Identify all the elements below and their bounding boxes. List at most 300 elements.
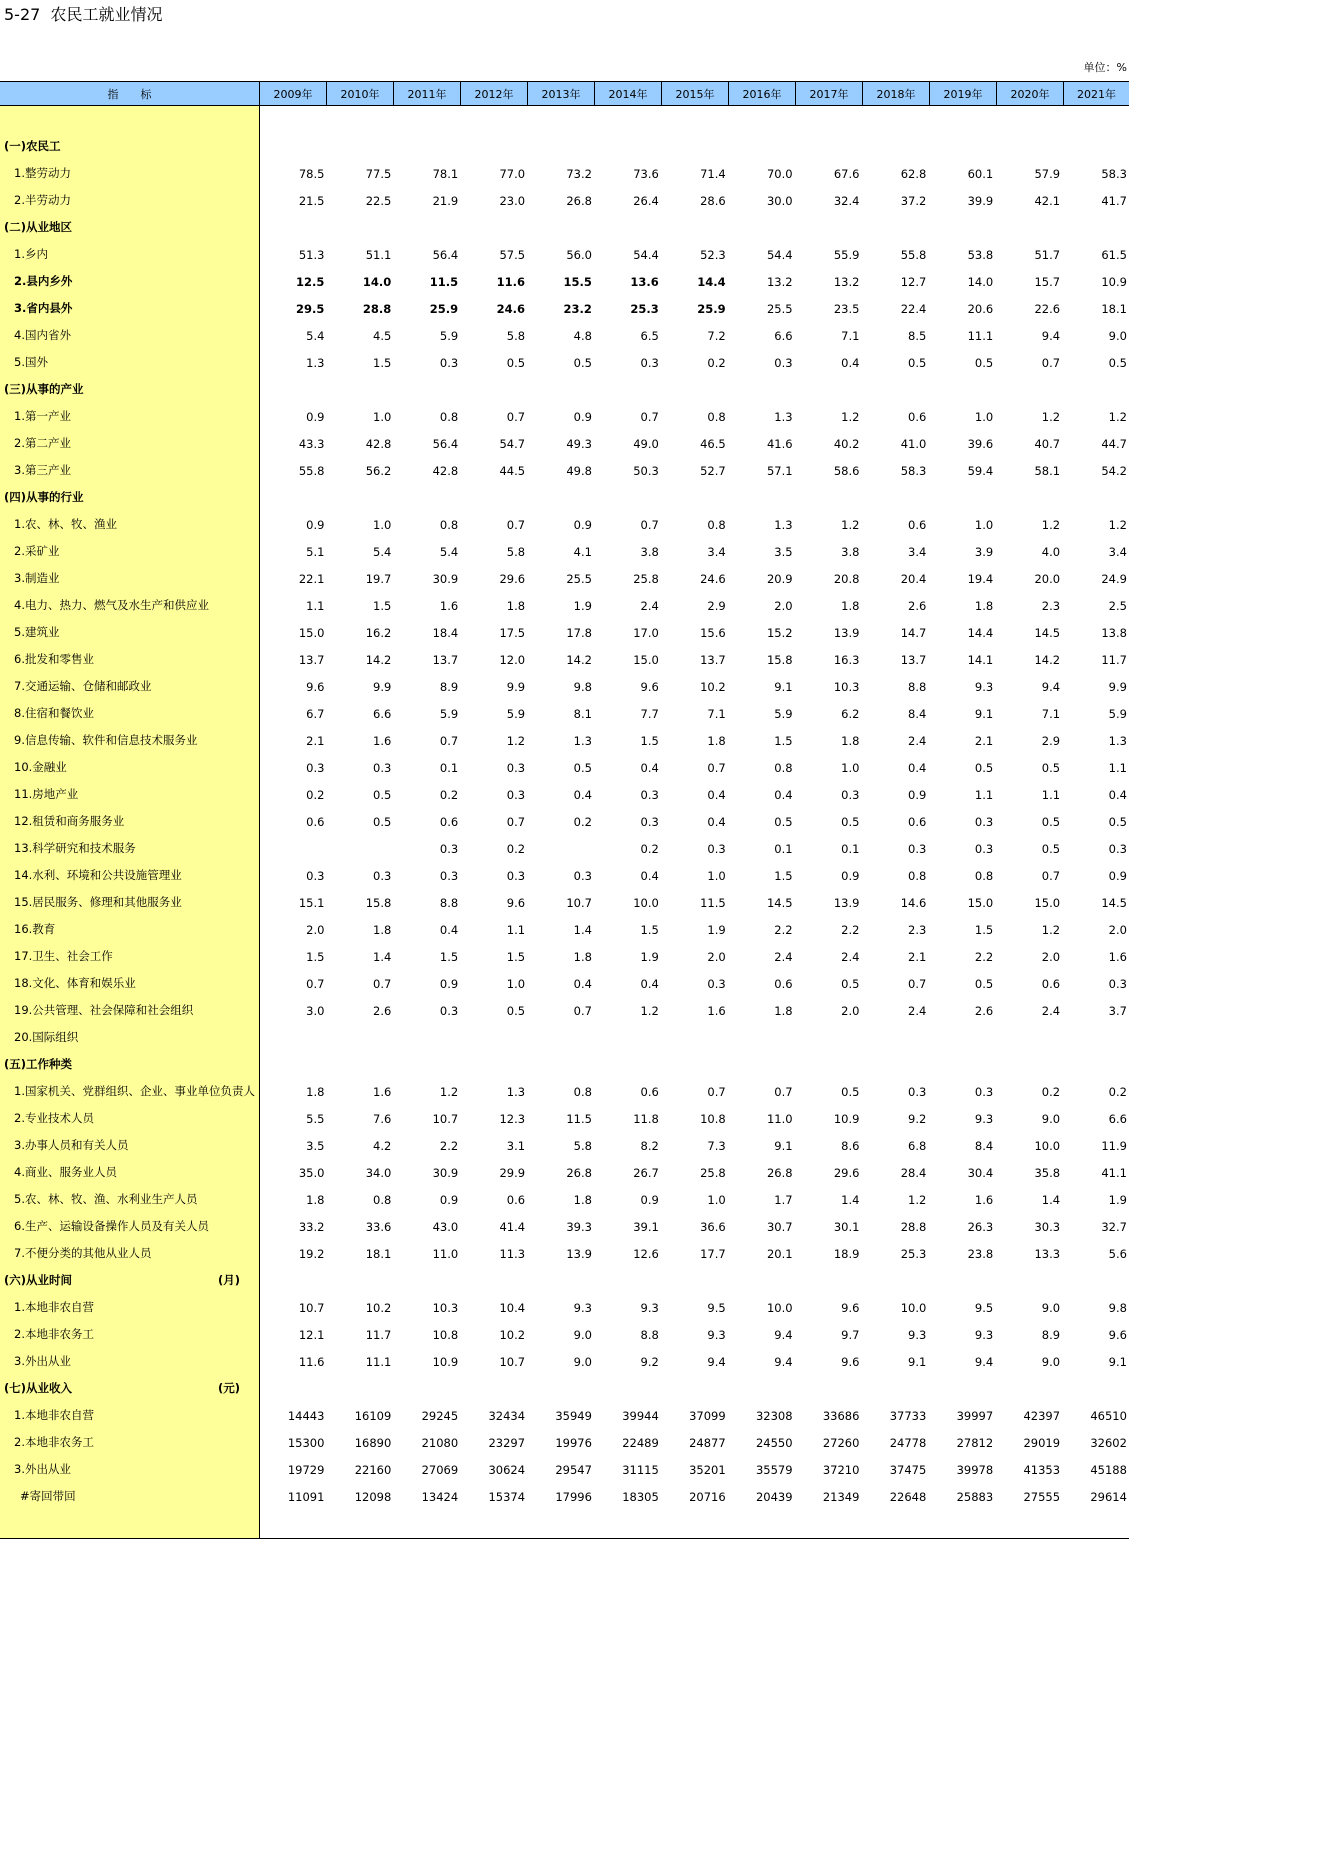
value-cell: 42.8 <box>432 463 459 478</box>
value-cell: 0.9 <box>306 517 325 532</box>
value-cell: 6.6 <box>774 328 793 343</box>
header-year: 2021年 <box>1077 87 1116 101</box>
table-row <box>0 1024 1129 1051</box>
value-cell: 32308 <box>755 1408 793 1423</box>
row-label <box>0 295 260 322</box>
value-cell: 11.6 <box>496 274 526 289</box>
value-cell: 0.9 <box>573 517 592 532</box>
value-cell: 33.2 <box>298 1219 325 1234</box>
row-label-text: 1.整劳动力 <box>14 166 71 180</box>
value-cell: 1.0 <box>841 760 860 775</box>
value-cell: 24778 <box>889 1435 927 1450</box>
value-cell: 52.7 <box>700 463 726 478</box>
value-cell: 12.1 <box>298 1327 325 1342</box>
value-cell: 3.4 <box>1108 544 1127 559</box>
value-cell: 1.8 <box>841 598 860 613</box>
value-cell: 32602 <box>1090 1435 1127 1450</box>
value-cell: 11.1 <box>365 1354 392 1369</box>
value-cell: 9.6 <box>640 679 659 694</box>
row-label <box>0 673 260 700</box>
row-label-text: 3.外出从业 <box>14 1354 71 1368</box>
value-cell: 9.4 <box>774 1354 793 1369</box>
row-label-text: 1.乡内 <box>14 247 48 261</box>
value-cell: 0.5 <box>1108 355 1127 370</box>
value-cell: 1.1 <box>974 787 994 802</box>
table-row <box>0 187 1129 214</box>
value-cell: 35.8 <box>1034 1165 1061 1180</box>
value-cell: 26.7 <box>633 1165 659 1180</box>
table-row <box>0 322 1129 349</box>
value-cell: 18.4 <box>432 625 459 640</box>
row-label-text: (七)从业收入 <box>4 1381 73 1395</box>
value-cell: 11.8 <box>633 1111 659 1126</box>
value-cell: 15.0 <box>967 895 994 910</box>
row-label <box>0 1159 260 1186</box>
table-row <box>0 1078 1129 1105</box>
row-label <box>0 1078 260 1105</box>
value-cell: 29245 <box>421 1408 459 1423</box>
row-label <box>0 565 260 592</box>
value-cell: 20.4 <box>900 571 927 586</box>
page-title: 5-27 农民工就业情况 <box>4 5 163 24</box>
row-label-text: 2.本地非农务工 <box>14 1327 94 1341</box>
value-cell: 15.7 <box>1034 274 1061 289</box>
value-cell: 20.6 <box>967 301 994 316</box>
value-cell: 2.1 <box>908 949 927 964</box>
value-cell: 1.5 <box>373 355 392 370</box>
value-cell: 55.9 <box>833 247 860 262</box>
value-cell: 14.2 <box>566 652 592 667</box>
value-cell: 1.5 <box>774 733 793 748</box>
value-cell: 1.9 <box>640 949 659 964</box>
table-row <box>0 430 1129 457</box>
value-cell: 31115 <box>622 1462 659 1477</box>
value-cell: 1.5 <box>373 598 392 613</box>
value-cell: 0.2 <box>1108 1084 1127 1099</box>
value-cell: 11.5 <box>429 274 459 289</box>
value-cell: 34.0 <box>365 1165 392 1180</box>
value-cell: 9.1 <box>974 706 994 721</box>
value-cell: 8.5 <box>908 328 927 343</box>
value-cell: 5.5 <box>306 1111 325 1126</box>
row-label-text: 5.农、林、牧、渔、水利业生产人员 <box>14 1192 198 1206</box>
value-cell: 5.9 <box>506 706 526 721</box>
value-cell: 23.0 <box>499 193 526 208</box>
value-cell: 44.7 <box>1101 436 1127 451</box>
value-cell: 0.3 <box>373 760 392 775</box>
value-cell: 0.8 <box>439 517 459 532</box>
row-label <box>0 1024 260 1051</box>
value-cell: 2.6 <box>908 598 927 613</box>
value-cell: 50.3 <box>633 463 659 478</box>
value-cell: 0.5 <box>573 760 592 775</box>
section-label <box>0 133 260 160</box>
value-cell: 0.9 <box>306 409 325 424</box>
value-cell: 37210 <box>822 1462 860 1477</box>
value-cell: 6.6 <box>373 706 392 721</box>
value-cell: 9.2 <box>640 1354 659 1369</box>
value-cell: 11.5 <box>700 895 726 910</box>
value-cell: 5.9 <box>1108 706 1127 721</box>
value-cell: 0.5 <box>974 976 994 991</box>
row-label-text: 1.农、林、牧、渔业 <box>14 517 117 531</box>
table-row <box>0 1186 1129 1213</box>
value-cell: 7.3 <box>707 1138 726 1153</box>
value-cell: 9.6 <box>1108 1327 1127 1342</box>
value-cell: 0.3 <box>640 787 659 802</box>
value-cell: 18.1 <box>365 1246 392 1261</box>
row-label-text: 7.不便分类的其他从业人员 <box>14 1246 152 1260</box>
value-cell: 49.3 <box>566 436 592 451</box>
value-cell: 25.8 <box>633 571 659 586</box>
header-year: 2012年 <box>461 82 528 105</box>
value-cell: 16890 <box>354 1435 392 1450</box>
table-row <box>0 754 1129 781</box>
table-row <box>0 1348 1129 1375</box>
value-cell: 9.9 <box>1108 679 1127 694</box>
value-cell: 9.6 <box>506 895 526 910</box>
header-year: 2009年 <box>260 82 327 105</box>
value-cell: 0.3 <box>439 355 459 370</box>
value-cell: 3.7 <box>1108 1003 1127 1018</box>
table-row <box>0 1483 1129 1510</box>
row-label <box>0 1186 260 1213</box>
value-cell: 15.2 <box>766 625 793 640</box>
row-label-text: 7.交通运输、仓储和邮政业 <box>14 679 152 693</box>
value-cell: 0.4 <box>841 355 860 370</box>
value-cell: 0.8 <box>439 409 459 424</box>
value-cell: 25.9 <box>697 301 726 316</box>
table-row <box>0 727 1129 754</box>
table-bottom-border <box>0 1538 1129 1539</box>
value-cell: 0.6 <box>908 814 927 829</box>
table-row <box>0 1321 1129 1348</box>
value-cell: 59.4 <box>967 463 994 478</box>
value-cell: 0.2 <box>439 787 459 802</box>
value-cell: 9.3 <box>707 1327 726 1342</box>
value-cell: 29.9 <box>499 1165 526 1180</box>
value-cell: 78.5 <box>298 166 325 181</box>
value-cell: 0.5 <box>1108 814 1127 829</box>
row-label-text: 3.办事人员和有关人员 <box>14 1138 129 1152</box>
value-cell: 41353 <box>1023 1462 1061 1477</box>
value-cell: 21.9 <box>432 193 459 208</box>
value-cell: 9.9 <box>506 679 526 694</box>
value-cell: 22.5 <box>365 193 392 208</box>
value-cell: 1.6 <box>439 598 459 613</box>
value-cell: 9.5 <box>974 1300 994 1315</box>
row-label <box>0 349 260 376</box>
value-cell: 2.2 <box>841 922 860 937</box>
value-cell: 11.3 <box>499 1246 526 1261</box>
value-cell: 9.0 <box>1108 328 1127 343</box>
value-cell: 13.7 <box>700 652 726 667</box>
value-cell: 1.2 <box>506 733 526 748</box>
value-cell: 1.0 <box>974 409 994 424</box>
row-label <box>0 943 260 970</box>
value-cell: 23.8 <box>967 1246 994 1261</box>
value-cell: 6.6 <box>1108 1111 1127 1126</box>
value-cell: 36.6 <box>700 1219 726 1234</box>
value-cell: 1.8 <box>506 598 526 613</box>
value-cell: 0.7 <box>707 760 726 775</box>
value-cell: 5.9 <box>774 706 793 721</box>
value-cell: 27812 <box>956 1435 994 1450</box>
row-label <box>0 1483 260 1510</box>
value-cell: 60.1 <box>967 166 994 181</box>
value-cell: 0.8 <box>373 1192 392 1207</box>
value-cell: 14.0 <box>362 274 392 289</box>
value-cell: 17.8 <box>566 625 592 640</box>
value-cell: 0.7 <box>774 1084 793 1099</box>
value-cell: 6.5 <box>640 328 659 343</box>
value-cell: 14443 <box>287 1408 325 1423</box>
row-label <box>0 997 260 1024</box>
value-cell: 54.4 <box>633 247 659 262</box>
value-cell: 30.0 <box>766 193 793 208</box>
table-row <box>0 1429 1129 1456</box>
value-cell: 24.6 <box>496 301 526 316</box>
value-cell: 1.2 <box>908 1192 927 1207</box>
value-cell: 2.0 <box>774 598 793 613</box>
value-cell: 0.5 <box>373 814 392 829</box>
value-cell: 0.3 <box>974 1084 994 1099</box>
table-row <box>0 457 1129 484</box>
value-cell: 10.9 <box>1101 274 1127 289</box>
value-cell: 2.0 <box>1041 949 1061 964</box>
value-cell: 1.8 <box>373 922 392 937</box>
value-cell: 0.7 <box>1041 868 1061 883</box>
value-cell: 1.6 <box>373 733 392 748</box>
table-row <box>0 835 1129 862</box>
value-cell: 20439 <box>755 1489 793 1504</box>
value-cell: 0.8 <box>707 409 726 424</box>
value-cell: 7.1 <box>841 328 860 343</box>
value-cell: 10.3 <box>833 679 860 694</box>
table-row <box>0 1105 1129 1132</box>
value-cell: 0.9 <box>841 868 860 883</box>
value-cell: 5.4 <box>306 328 325 343</box>
row-label <box>0 322 260 349</box>
row-label <box>0 781 260 808</box>
row-label-text: 3.制造业 <box>14 571 60 585</box>
value-cell: 25.8 <box>700 1165 726 1180</box>
value-cell: 22648 <box>889 1489 927 1504</box>
value-cell: 1.1 <box>506 922 526 937</box>
value-cell: 3.0 <box>306 1003 325 1018</box>
row-label-text: 17.卫生、社会工作 <box>14 949 113 963</box>
value-cell: 2.1 <box>306 733 325 748</box>
value-cell: 11.9 <box>1101 1138 1127 1153</box>
value-cell: 10.7 <box>298 1300 325 1315</box>
value-cell: 1.0 <box>974 517 994 532</box>
value-cell: 0.3 <box>974 814 994 829</box>
value-cell: 40.2 <box>833 436 860 451</box>
row-label-text: 5.建筑业 <box>14 625 60 639</box>
value-cell: 26.8 <box>766 1165 793 1180</box>
value-cell: 19976 <box>555 1435 592 1450</box>
value-cell: 58.6 <box>833 463 860 478</box>
value-cell: 10.7 <box>432 1111 459 1126</box>
table-row <box>0 673 1129 700</box>
value-cell: 0.7 <box>506 517 526 532</box>
value-cell: 1.4 <box>573 922 592 937</box>
value-cell: 22.1 <box>298 571 325 586</box>
header-year: 2018年 <box>863 82 930 105</box>
value-cell: 0.5 <box>1041 760 1061 775</box>
value-cell: 0.6 <box>1041 976 1061 991</box>
value-cell: 14.2 <box>365 652 392 667</box>
value-cell: 56.4 <box>432 247 459 262</box>
value-cell: 41.6 <box>766 436 793 451</box>
value-cell: 39.9 <box>967 193 994 208</box>
value-cell: 0.3 <box>908 1084 927 1099</box>
value-cell: 9.4 <box>707 1354 726 1369</box>
value-cell: 13.2 <box>766 274 793 289</box>
value-cell: 43.0 <box>432 1219 459 1234</box>
value-cell: 10.0 <box>766 1300 793 1315</box>
value-cell: 2.2 <box>439 1138 459 1153</box>
value-cell: 56.4 <box>432 436 459 451</box>
value-cell: 35579 <box>755 1462 793 1477</box>
value-cell: 28.8 <box>362 301 392 316</box>
value-cell: 1.3 <box>506 1084 526 1099</box>
value-cell: 10.2 <box>365 1300 392 1315</box>
value-cell: 9.0 <box>1041 1300 1061 1315</box>
row-label <box>0 727 260 754</box>
value-cell: 0.2 <box>573 814 592 829</box>
value-cell: 49.8 <box>566 463 592 478</box>
table-row <box>0 241 1129 268</box>
row-label-text: 5.国外 <box>14 355 48 369</box>
value-cell: 30.9 <box>432 1165 459 1180</box>
value-cell: 27555 <box>1023 1489 1061 1504</box>
value-cell: 17.7 <box>700 1246 726 1261</box>
value-cell: 15.0 <box>633 652 659 667</box>
value-cell: 1.0 <box>506 976 526 991</box>
row-label <box>0 403 260 430</box>
value-cell: 28.8 <box>900 1219 927 1234</box>
value-cell: 10.0 <box>633 895 659 910</box>
value-cell: 27069 <box>421 1462 459 1477</box>
value-cell: 42.8 <box>365 436 392 451</box>
value-cell: 2.5 <box>1108 598 1127 613</box>
value-cell: 8.8 <box>908 679 927 694</box>
section-label <box>0 1051 260 1078</box>
value-cell: 17.5 <box>499 625 526 640</box>
value-cell: 1.8 <box>841 733 860 748</box>
value-cell: 25.3 <box>900 1246 927 1261</box>
row-label <box>0 916 260 943</box>
value-cell: 56.2 <box>365 463 392 478</box>
value-cell: 0.4 <box>573 787 592 802</box>
value-cell: 8.9 <box>439 679 459 694</box>
value-cell: 10.3 <box>432 1300 459 1315</box>
value-cell: 25.9 <box>429 301 459 316</box>
value-cell: 17.0 <box>633 625 659 640</box>
value-cell: 2.4 <box>640 598 659 613</box>
value-cell: 0.9 <box>439 1192 459 1207</box>
value-cell: 14.5 <box>1101 895 1127 910</box>
value-cell: 1.8 <box>774 1003 793 1018</box>
value-cell: 37733 <box>889 1408 927 1423</box>
value-cell: 5.8 <box>573 1138 592 1153</box>
value-cell: 14.2 <box>1034 652 1061 667</box>
value-cell: 1.2 <box>1108 517 1127 532</box>
value-cell: 27260 <box>822 1435 860 1450</box>
value-cell: 0.8 <box>707 517 726 532</box>
value-cell: 1.3 <box>774 517 793 532</box>
value-cell: 0.6 <box>306 814 325 829</box>
value-cell: 0.8 <box>908 868 927 883</box>
row-label <box>0 1294 260 1321</box>
table-row <box>0 268 1129 295</box>
value-cell: 21080 <box>421 1435 459 1450</box>
value-cell: 3.4 <box>707 544 726 559</box>
value-cell: 0.2 <box>640 841 659 856</box>
value-cell: 8.6 <box>841 1138 860 1153</box>
value-cell: 40.7 <box>1034 436 1061 451</box>
value-cell: 11.7 <box>1101 652 1127 667</box>
row-label <box>0 862 260 889</box>
value-cell: 8.9 <box>1041 1327 1061 1342</box>
value-cell: 35.0 <box>298 1165 325 1180</box>
row-label-text: (二)从业地区 <box>4 220 73 234</box>
value-cell: 3.8 <box>841 544 860 559</box>
value-cell: 19.2 <box>298 1246 325 1261</box>
value-cell: 13.8 <box>1101 625 1127 640</box>
value-cell: 30.1 <box>833 1219 860 1234</box>
value-cell: 9.1 <box>1108 1354 1127 1369</box>
value-cell: 1.8 <box>573 949 592 964</box>
row-label <box>0 835 260 862</box>
value-cell: 0.3 <box>640 814 659 829</box>
value-cell: 57.1 <box>766 463 793 478</box>
value-cell: 3.8 <box>640 544 659 559</box>
table-row <box>0 1213 1129 1240</box>
value-cell: 9.3 <box>974 1111 994 1126</box>
value-cell: 2.9 <box>707 598 726 613</box>
value-cell: 29547 <box>555 1462 592 1477</box>
value-cell: 6.7 <box>306 706 325 721</box>
value-cell: 29.6 <box>833 1165 860 1180</box>
table-header <box>0 81 1129 106</box>
value-cell: 0.7 <box>373 976 392 991</box>
value-cell: 0.4 <box>908 760 927 775</box>
row-unit: (元) <box>218 1381 241 1395</box>
section-label <box>0 376 260 403</box>
value-cell: 54.2 <box>1101 463 1127 478</box>
value-cell: 23.5 <box>833 301 860 316</box>
value-cell: 29019 <box>1023 1435 1061 1450</box>
value-cell: 11.0 <box>432 1246 459 1261</box>
value-cell: 0.3 <box>974 841 994 856</box>
value-cell: 9.6 <box>841 1300 860 1315</box>
value-cell: 0.4 <box>1108 787 1127 802</box>
table-row <box>0 889 1129 916</box>
value-cell: 56.0 <box>566 247 592 262</box>
value-cell: 35201 <box>689 1462 726 1477</box>
value-cell: 5.6 <box>1108 1246 1127 1261</box>
value-cell: 11.6 <box>298 1354 325 1369</box>
row-label <box>0 430 260 457</box>
value-cell: 1.7 <box>774 1192 793 1207</box>
value-cell: 0.7 <box>573 1003 592 1018</box>
value-cell: 41.7 <box>1101 193 1127 208</box>
section-label <box>0 1267 260 1294</box>
value-cell: 0.5 <box>908 355 927 370</box>
row-label-text: 10.金融业 <box>14 760 67 774</box>
